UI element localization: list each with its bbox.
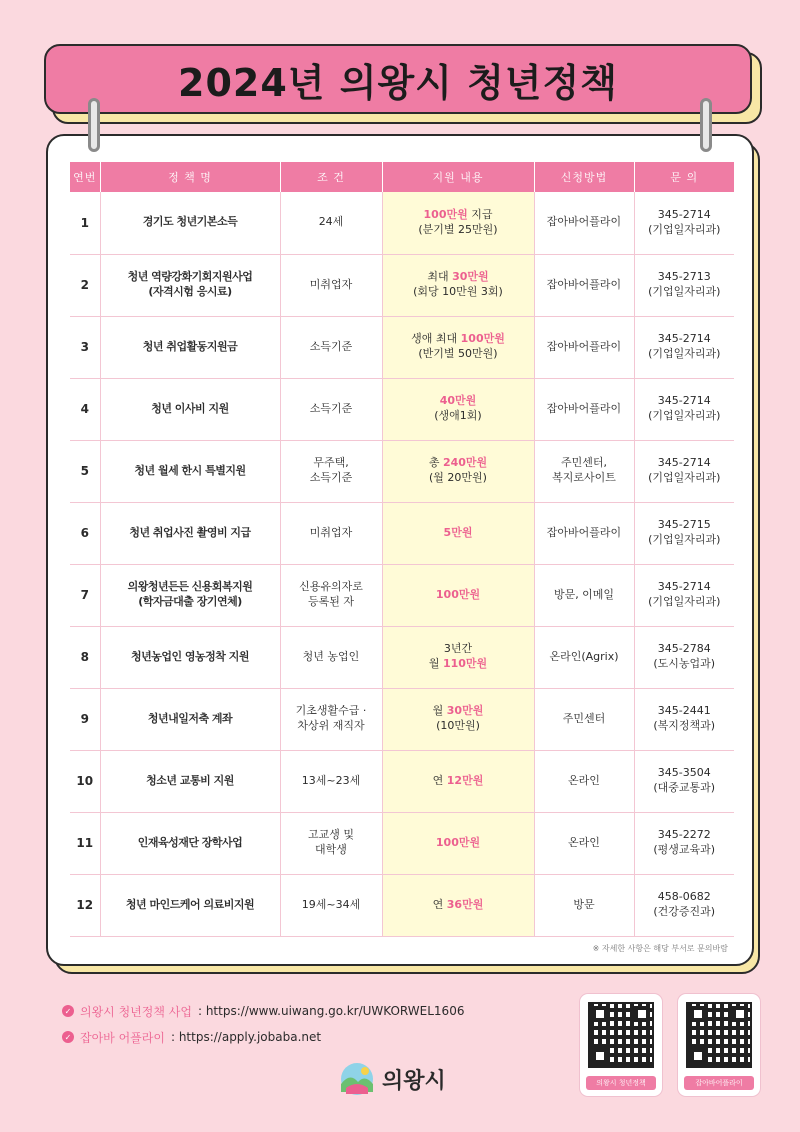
cell-text: 청년농업인 영농정착 지원 — [130, 649, 250, 663]
cell-text: (자격시험 응시료) — [148, 285, 232, 298]
table-row — [70, 192, 734, 254]
cell-text: (생애1회) — [434, 409, 482, 422]
table-row — [70, 440, 734, 502]
cell-text: 무주택, — [313, 456, 349, 470]
cell-text: (기업일자리과) — [648, 222, 721, 236]
cell-text: 345-3504 — [657, 766, 711, 780]
cell-text: (건강증진과) — [653, 905, 716, 918]
cell-text: 지급 — [467, 207, 493, 221]
table-row — [70, 688, 734, 750]
apply-method — [534, 564, 634, 626]
cell-text: 대학생 — [315, 843, 347, 856]
cell-text: 온라인(Agrix) — [549, 649, 619, 663]
cell-text: (대중교통과) — [653, 781, 716, 794]
contact-info — [634, 316, 734, 378]
contact-info — [634, 874, 734, 936]
qr-code-icon — [686, 1002, 752, 1068]
cell-text: 345-2714 — [657, 207, 711, 221]
row-number: 11 — [70, 812, 100, 874]
row-number: 1 — [70, 192, 100, 254]
cell-text: 3년간 — [443, 642, 473, 656]
policy-condition — [280, 874, 382, 936]
cell-text: 345-2441 — [657, 704, 711, 718]
support-amount: 36만원 — [446, 897, 484, 911]
row-number: 2 — [70, 254, 100, 316]
cell-text: 방문, 이메일 — [553, 587, 615, 601]
table-row — [70, 564, 734, 626]
policy-name — [100, 564, 280, 626]
cell-text: 연 — [432, 773, 447, 787]
cell-text: 온라인 — [568, 773, 600, 787]
policy-condition — [280, 812, 382, 874]
support-amount: 100만원 — [435, 587, 481, 601]
support-amount: 30만원 — [452, 270, 489, 284]
cell-text: 고교생 및 — [307, 828, 354, 842]
city-logo — [338, 1062, 446, 1096]
contact-info — [634, 192, 734, 254]
link-url[interactable]: : https://apply.jobaba.net — [170, 1030, 322, 1044]
cell-text: 345-2715 — [657, 518, 711, 532]
link-label: 의왕시 청년정책 사업 — [80, 1004, 192, 1019]
link-url[interactable]: : https://www.uiwang.go.kr/UWKORWEL1606 — [197, 1004, 465, 1018]
policy-condition — [280, 688, 382, 750]
row-number: 8 — [70, 626, 100, 688]
cell-text: (기업일자리과) — [648, 285, 721, 298]
qr-caption: 의왕시 청년정책 — [586, 1076, 656, 1090]
link-item[interactable] — [62, 998, 464, 1024]
cell-text: 345-2714 — [657, 456, 711, 470]
table-row — [70, 502, 734, 564]
row-number: 6 — [70, 502, 100, 564]
cell-text: (10만원) — [436, 719, 480, 732]
cell-text: 345-2784 — [657, 642, 711, 656]
cell-text: (기업일자리과) — [648, 409, 721, 422]
qr-code-icon — [588, 1002, 654, 1068]
table-header — [70, 162, 734, 192]
support-content — [382, 502, 534, 564]
cell-text: 차상위 재직자 — [297, 719, 365, 732]
policy-name — [100, 874, 280, 936]
policy-condition — [280, 316, 382, 378]
table-row — [70, 254, 734, 316]
page-title: 2024년 의왕시 청년정책 — [178, 60, 618, 105]
support-amount: 30만원 — [446, 704, 484, 718]
cell-text: 기초생활수급 · — [295, 704, 367, 718]
cell-text: 잡아바어플라이 — [546, 339, 622, 353]
cell-text: 월 — [428, 657, 443, 670]
policy-name — [100, 750, 280, 812]
support-content — [382, 192, 534, 254]
contact-info — [634, 502, 734, 564]
cell-text: 경기도 청년기본소득 — [142, 215, 238, 229]
table-row — [70, 750, 734, 812]
link-list — [62, 998, 464, 1050]
table-row — [70, 812, 734, 874]
cell-text: 생애 최대 — [411, 332, 461, 346]
support-content — [382, 378, 534, 440]
apply-method — [534, 874, 634, 936]
policy-condition — [280, 192, 382, 254]
cell-text: 345-2713 — [657, 270, 711, 284]
city-name: 의왕시 — [382, 1068, 446, 1094]
cell-text: (기업일자리과) — [648, 471, 721, 484]
cell-text: 잡아바어플라이 — [546, 215, 622, 229]
cell-text: 청년 역량강화기회지원사업 — [127, 270, 253, 284]
support-amount: 12만원 — [446, 773, 484, 787]
cell-text: 청년 농업인 — [302, 649, 360, 663]
cell-text: (기업일자리과) — [648, 595, 721, 608]
cell-text: 345-2714 — [657, 394, 711, 408]
apply-method — [534, 812, 634, 874]
check-icon: ✓ — [62, 1031, 74, 1043]
binder-ring-right — [700, 98, 712, 152]
support-amount: 100만원 — [460, 332, 505, 346]
column-header: 지원 내용 — [382, 162, 534, 192]
column-header: 문 의 — [634, 162, 734, 192]
footnote: ※ 자세한 사항은 해당 부서로 문의바람 — [592, 944, 728, 953]
table-row — [70, 874, 734, 936]
apply-method — [534, 254, 634, 316]
cell-text: 458-0682 — [657, 890, 711, 904]
cell-text: 24세 — [318, 215, 344, 229]
cell-text: 연 — [432, 897, 447, 911]
column-header: 조 건 — [280, 162, 382, 192]
table-row — [70, 626, 734, 688]
apply-method — [534, 316, 634, 378]
apply-method — [534, 502, 634, 564]
column-header: 연번 — [70, 162, 100, 192]
cell-text: 19세~34세 — [301, 897, 361, 911]
support-content — [382, 750, 534, 812]
cell-text: 주민센터, — [560, 456, 607, 470]
cell-text: 소득기준 — [309, 471, 353, 484]
cell-text: (도시농업과) — [653, 657, 716, 670]
policy-name — [100, 440, 280, 502]
support-content — [382, 812, 534, 874]
cell-text: 잡아바어플라이 — [546, 277, 622, 291]
table-body — [70, 192, 734, 936]
apply-method — [534, 192, 634, 254]
support-amount: 240만원 — [442, 456, 488, 470]
row-number: 7 — [70, 564, 100, 626]
cell-text: 신용유의자로 — [299, 580, 363, 594]
cell-text: (기업일자리과) — [648, 347, 721, 360]
cell-text: 청년내일저축 계좌 — [147, 711, 233, 725]
table-row — [70, 378, 734, 440]
policy-name — [100, 688, 280, 750]
support-content — [382, 874, 534, 936]
support-content — [382, 626, 534, 688]
cell-text: 주민센터 — [562, 711, 606, 725]
support-amount: 40만원 — [439, 394, 477, 408]
policy-condition — [280, 378, 382, 440]
cell-text: (기업일자리과) — [648, 533, 721, 546]
city-emblem-icon — [338, 1062, 376, 1096]
apply-method — [534, 626, 634, 688]
cell-text: 미취업자 — [309, 277, 353, 291]
policy-name — [100, 254, 280, 316]
column-header: 정 책 명 — [100, 162, 280, 192]
apply-method — [534, 378, 634, 440]
cell-text: 잡아바어플라이 — [546, 525, 622, 539]
support-content — [382, 254, 534, 316]
cell-text: 등록된 자 — [307, 595, 354, 608]
title-banner — [44, 44, 752, 114]
contact-info — [634, 626, 734, 688]
cell-text: 청년 이사비 지원 — [151, 401, 229, 415]
cell-text: 복지로사이트 — [552, 471, 616, 484]
cell-text: 청년 취업활동지원금 — [142, 339, 238, 353]
row-number: 10 — [70, 750, 100, 812]
policy-name — [100, 626, 280, 688]
cell-text: 청소년 교통비 지원 — [146, 773, 234, 787]
support-content — [382, 316, 534, 378]
policy-condition — [280, 254, 382, 316]
policy-card — [46, 134, 754, 966]
cell-text: (평생교육과) — [653, 843, 716, 856]
cell-text: 청년 취업사진 촬영비 지급 — [129, 525, 251, 539]
contact-info — [634, 750, 734, 812]
cell-text: (분기별 25만원) — [418, 222, 498, 236]
policy-name — [100, 192, 280, 254]
cell-text: (회당 10만원 3회) — [413, 285, 503, 298]
cell-text: (복지정책과) — [653, 719, 716, 732]
cell-text: 최대 — [427, 270, 453, 284]
cell-text: 청년 마인드케어 의료비지원 — [125, 897, 255, 911]
cell-text: 소득기준 — [309, 339, 353, 353]
row-number: 12 — [70, 874, 100, 936]
policy-name — [100, 378, 280, 440]
contact-info — [634, 688, 734, 750]
cell-text: 총 — [428, 456, 443, 470]
cell-text: 인재육성재단 장학사업 — [137, 835, 243, 849]
cell-text: 온라인 — [568, 835, 600, 849]
support-amount: 100만원 — [435, 835, 481, 849]
policy-condition — [280, 750, 382, 812]
cell-text: 청년 월세 한시 특별지원 — [134, 463, 246, 477]
support-amount: 100만원 — [423, 207, 468, 221]
qr-uiwang[interactable] — [580, 994, 662, 1096]
cell-text: 13세~23세 — [301, 773, 361, 787]
support-content — [382, 564, 534, 626]
policy-condition — [280, 502, 382, 564]
contact-info — [634, 254, 734, 316]
cell-text: 소득기준 — [309, 401, 353, 415]
row-number: 9 — [70, 688, 100, 750]
policy-table — [70, 162, 734, 937]
cell-text: 의왕청년든든 신용회복지원 — [127, 580, 253, 594]
table-row — [70, 316, 734, 378]
contact-info — [634, 564, 734, 626]
policy-name — [100, 812, 280, 874]
link-label: 잡아바 어플라이 — [80, 1030, 165, 1045]
support-content — [382, 688, 534, 750]
cell-text: 월 — [432, 704, 447, 718]
contact-info — [634, 812, 734, 874]
support-content — [382, 440, 534, 502]
policy-condition — [280, 626, 382, 688]
cell-text: 잡아바어플라이 — [546, 401, 622, 415]
qr-jobaba[interactable] — [678, 994, 760, 1096]
policy-name — [100, 502, 280, 564]
policy-condition — [280, 440, 382, 502]
qr-caption: 잡아바어플라이 — [684, 1076, 754, 1090]
cell-text: (반기별 50만원) — [418, 347, 498, 360]
contact-info — [634, 378, 734, 440]
cell-text: 미취업자 — [309, 525, 353, 539]
support-amount: 5만원 — [443, 525, 473, 539]
support-amount: 110만원 — [442, 657, 488, 670]
cell-text: (월 20만원) — [429, 471, 487, 484]
check-icon: ✓ — [62, 1005, 74, 1017]
binder-ring-left — [88, 98, 100, 152]
link-item[interactable] — [62, 1024, 464, 1050]
row-number: 5 — [70, 440, 100, 502]
apply-method — [534, 688, 634, 750]
cell-text: 345-2714 — [657, 580, 711, 594]
cell-text: 345-2714 — [657, 332, 711, 346]
row-number: 4 — [70, 378, 100, 440]
apply-method — [534, 440, 634, 502]
cell-text: 방문 — [573, 897, 595, 911]
policy-condition — [280, 564, 382, 626]
cell-text: (학자금대출 장기연체) — [138, 595, 242, 608]
column-header: 신청방법 — [534, 162, 634, 192]
policy-name — [100, 316, 280, 378]
row-number: 3 — [70, 316, 100, 378]
contact-info — [634, 440, 734, 502]
apply-method — [534, 750, 634, 812]
cell-text: 345-2272 — [657, 828, 711, 842]
